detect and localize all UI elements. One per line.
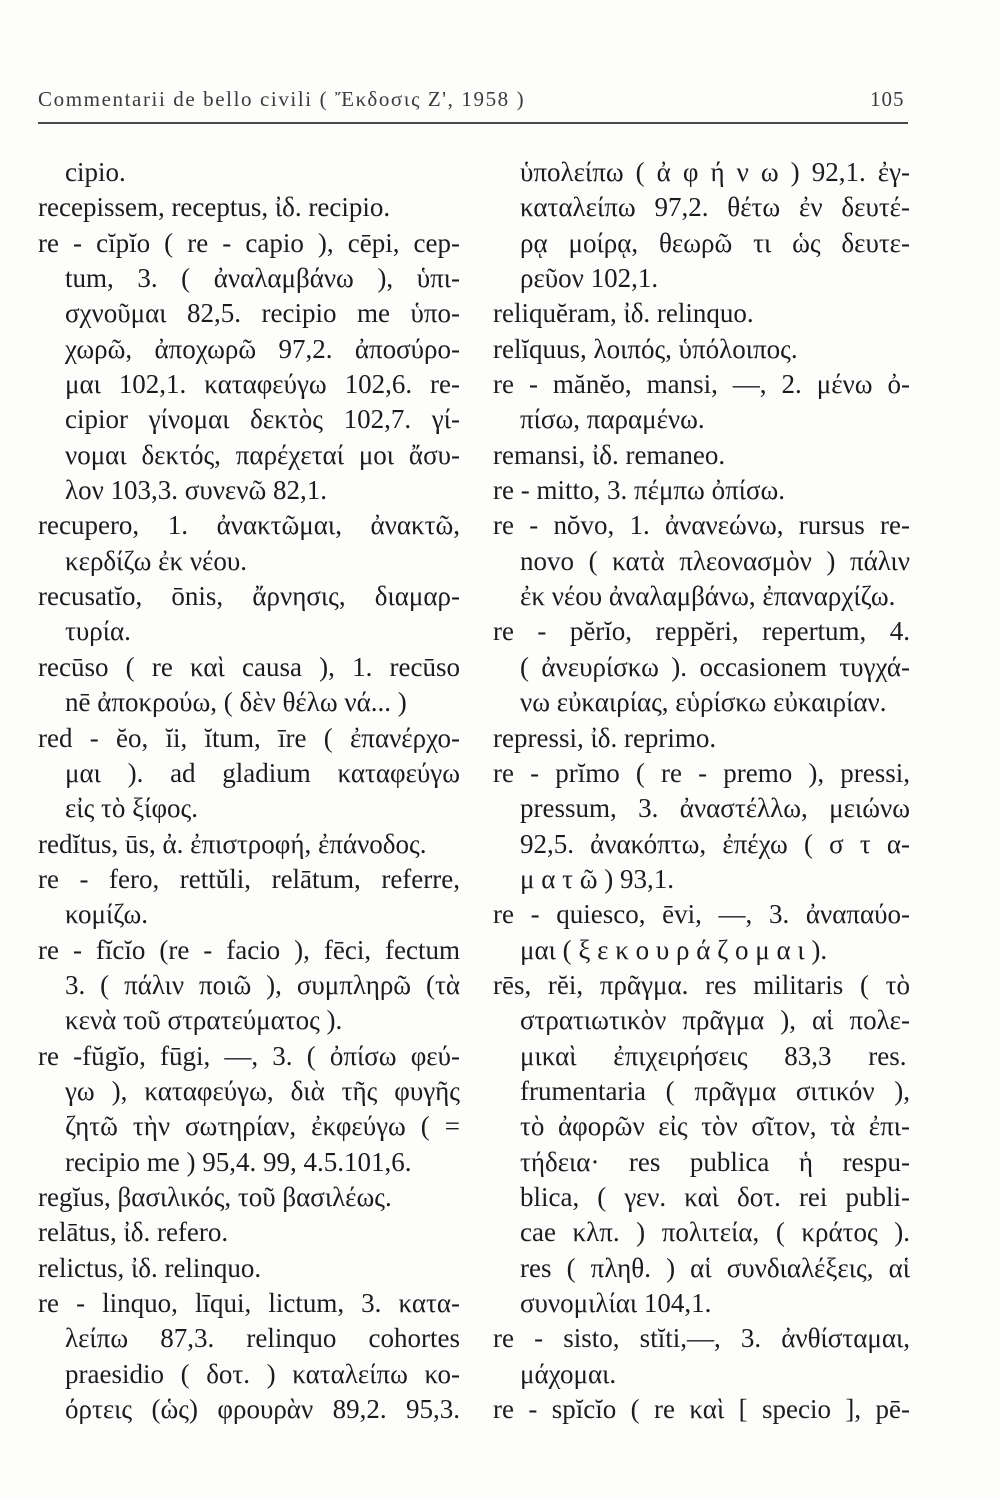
continuation-line: ὑπολείπω ( ἀ φ ή ν ω ) 92,1. ἐγ- (520, 157, 910, 187)
continuation-line: λείπω 87,3. relinquo cohortes (65, 1323, 460, 1354)
dictionary-entry (493, 473, 910, 508)
dictionary-entry (38, 650, 460, 721)
dictionary-entry (493, 296, 910, 331)
dictionary-entry (38, 1039, 460, 1180)
headword-line: re - nŏvo, 1. ἀνανεώνω, rursus re- (493, 510, 910, 541)
dictionary-entry (493, 897, 910, 968)
headword-line: reliquĕram, ἰδ. relinquo. (493, 298, 754, 329)
headword-line: re - mitto, 3. πέμπω ὀπίσω. (493, 475, 786, 506)
dictionary-entry (493, 756, 910, 897)
dictionary-entry (38, 1251, 460, 1286)
dictionary-entry (493, 332, 910, 367)
continuation-line: 3. ( πάλιν ποιῶ ), συμπληρῶ (τὰ (65, 969, 460, 1000)
headword-line: re - pĕrĭo, reppĕri, repertum, 4. (493, 616, 910, 647)
continuation-line: pressum, 3. ἀναστέλλω, μειώνω (520, 793, 910, 824)
continuation-line: blica, ( γεν. καὶ δοτ. rei publi- (520, 1181, 910, 1212)
dictionary-entry (38, 508, 460, 579)
continuation-line: τήδεια· res publica ἡ respu- (520, 1146, 910, 1177)
continuation-line: praesidio ( δοτ. ) καταλείπω κο- (65, 1358, 460, 1389)
dictionary-entry (38, 827, 460, 862)
dictionary-entry (38, 721, 460, 827)
left-column (38, 155, 460, 1427)
continuation-line: όρτεις (ὡς) φρουρὰν 89,2. 95,3. (65, 1394, 460, 1425)
dictionary-entry (493, 155, 910, 296)
continuation-line: μάχομαι. (520, 1358, 617, 1389)
header-rule (38, 122, 908, 124)
continuation-line: συνομιλίαι 104,1. (520, 1288, 712, 1318)
continuation-line: novo ( κατὰ πλεονασμὸν ) πάλιν (520, 545, 910, 576)
dictionary-entry (493, 1392, 910, 1427)
continuation-line: κενὰ τοῦ στρατεύματος ). (65, 1005, 343, 1036)
running-title: Commentarii de bello civili ( Ἔκδοσις Ζ', 1958 ) (38, 87, 526, 111)
continuation-line: cae κλπ. ) πολιτεία, ( κράτος ). (520, 1217, 910, 1248)
dictionary-entry (38, 1286, 460, 1427)
headword-line: recusatĭo, ōnis, ἄρνησις, διαμαρ- (38, 581, 460, 612)
continuation-line: κομίζω. (65, 899, 148, 930)
headword-line: regĭus, βασιλικός, τοῦ βασιλέως. (38, 1181, 392, 1212)
continuation-line: tum, 3. ( ἀναλαμβάνω ), ὑπι- (65, 263, 460, 294)
headword-line: recepissem, receptus, ἰδ. recipio. (38, 192, 391, 223)
continuation-line: σχνοῦμαι 82,5. recipio me ὑπο- (65, 298, 460, 329)
headword-line: relātus, ἰδ. refero. (38, 1217, 229, 1248)
continuation-line: γω ), καταφεύγω, διὰ τῆς φυγῆς (65, 1075, 460, 1106)
dictionary-entry (38, 190, 460, 225)
continuation-line: νομαι δεκτός, παρέχεταί μοι ἄσυ- (65, 439, 460, 470)
headword-line: re - prĭmo ( re - premo ), pressi, (493, 757, 910, 788)
continuation-line: recipio me ) 95,4. 99, 4.5.101,6. (65, 1146, 412, 1177)
continuation-line: καταλείπω 97,2. θέτω ἐν δευτέ- (520, 192, 910, 223)
headword-line: re - spĭcĭo ( re καὶ [ specio ], pē- (493, 1394, 910, 1425)
dictionary-entry (38, 933, 460, 1039)
headword-line: rēs, rĕi, πρᾶγμα. res militaris ( τὸ (493, 969, 910, 1000)
dictionary-entry (493, 367, 910, 438)
headword-line: re -fŭgĭo, fūgi, —, 3. ( ὀπίσω φεύ- (38, 1040, 460, 1071)
headword-line: red - ĕo, ĭi, ĭtum, īre ( ἐπανέρχο- (38, 722, 460, 753)
headword-line: relĭquus, λοιπός, ὑπόλοιπος. (493, 333, 798, 364)
headword-line: recupero, 1. ἀνακτῶμαι, ἀνακτῶ, (38, 510, 460, 541)
continuation-line: εἰς τὸ ξίφος. (65, 793, 198, 824)
continuation-line: ρεῦον 102,1. (520, 263, 659, 294)
headword-line: re - quiesco, ēvi, —, 3. ἀναπαύο- (493, 899, 910, 930)
continuation-line: μ α τ ῶ ) 93,1. (520, 863, 674, 894)
headword-line: redĭtus, ūs, ἀ. ἐπιστροφή, ἐπάνοδος. (38, 828, 427, 859)
dictionary-entry (38, 862, 460, 933)
continuation-line: frumentaria ( πρᾶγμα σιτικόν ), (520, 1075, 910, 1106)
dictionary-entry (493, 508, 910, 614)
continuation-line: πίσω, παραμένω. (520, 404, 705, 435)
dictionary-entry (493, 614, 910, 720)
right-column (493, 155, 910, 1427)
continuation-line: cipio. (65, 157, 126, 187)
continuation-line: μαι ). ad gladium καταφεύγω (65, 757, 460, 788)
continuation-line: χωρῶ, ἀποχωρῶ 97,2. ἀποσύρο- (65, 333, 460, 364)
continuation-line: ρᾳ μοίρᾳ, θεωρῶ τι ὡς δευτε- (520, 227, 910, 258)
dictionary-entry (38, 226, 460, 509)
dictionary-entry (38, 1215, 460, 1250)
headword-line: relictus, ἰδ. relinquo. (38, 1252, 262, 1283)
dictionary-entry (38, 1180, 460, 1215)
continuation-line: νω εὐκαιρίας, εὑρίσκω εὐκαιρίαν. (520, 687, 887, 718)
continuation-line: μικαὶ ἐπιχειρήσεις 83,3 res. (520, 1040, 907, 1071)
headword-line: repressi, ἰδ. reprimo. (493, 722, 717, 753)
continuation-line: 92,5. ἀνακόπτω, ἐπέχω ( σ τ α- (520, 828, 910, 859)
continuation-line: cipior γίνομαι δεκτὸς 102,7. γί- (65, 404, 460, 435)
continuation-line: τυρία. (65, 616, 131, 647)
headword-line: remansi, ἰδ. remaneo. (493, 439, 726, 470)
headword-line: re - fero, rettŭli, relātum, referre, (38, 863, 460, 894)
dictionary-entry (493, 721, 910, 756)
continuation-line: ἐκ νέου ἀναλαμβάνω, ἐπαναρχίζω. (520, 581, 896, 612)
continuation-line: μαι 102,1. καταφεύγω 102,6. re- (65, 369, 460, 400)
headword-line: recūso ( re καὶ causa ), 1. recūso (38, 651, 460, 682)
dictionary-entry (38, 155, 460, 190)
dictionary-entry (493, 1321, 910, 1392)
continuation-line: res ( πληθ. ) αἱ συνδιαλέξεις, αἱ (520, 1252, 910, 1283)
dictionary-entry (493, 968, 910, 1321)
headword-line: re - sisto, stĭti,—, 3. ἀνθίσταμαι, (493, 1323, 910, 1354)
continuation-line: μαι ( ξ ε κ ο υ ρ ά ζ ο μ α ι ). (520, 934, 828, 965)
continuation-line: τὸ ἀφορῶν εἰς τὸν σῖτον, τὰ ἐπι- (520, 1111, 910, 1142)
continuation-line: λον 103,3. συνενῶ 82,1. (65, 475, 327, 506)
dictionary-entry (38, 579, 460, 650)
headword-line: re - mănĕo, mansi, —, 2. μένω ὀ- (493, 369, 910, 400)
continuation-line: nē ἀποκρούω, ( δὲν θέλω νά... ) (65, 687, 407, 718)
headword-line: re - fĭcĭo (re - facio ), fēci, fectum (38, 934, 460, 965)
continuation-line: κερδίζω ἐκ νέου. (65, 545, 247, 576)
continuation-line: ( ἀνευρίσκω ). occasionem τυγχά- (520, 651, 910, 682)
page-number: 105 (870, 87, 905, 111)
dictionary-entry (493, 438, 910, 473)
continuation-line: ζητῶ τὴν σωτηρίαν, ἐκφεύγω ( = (65, 1111, 460, 1142)
headword-line: re - linquo, līqui, lictum, 3. κατα- (38, 1288, 460, 1318)
headword-line: re - cĭpĭo ( re - capio ), cēpi, cep- (38, 227, 460, 258)
continuation-line: στρατιωτικὸν πρᾶγμα ), αἱ πολε- (520, 1005, 910, 1036)
